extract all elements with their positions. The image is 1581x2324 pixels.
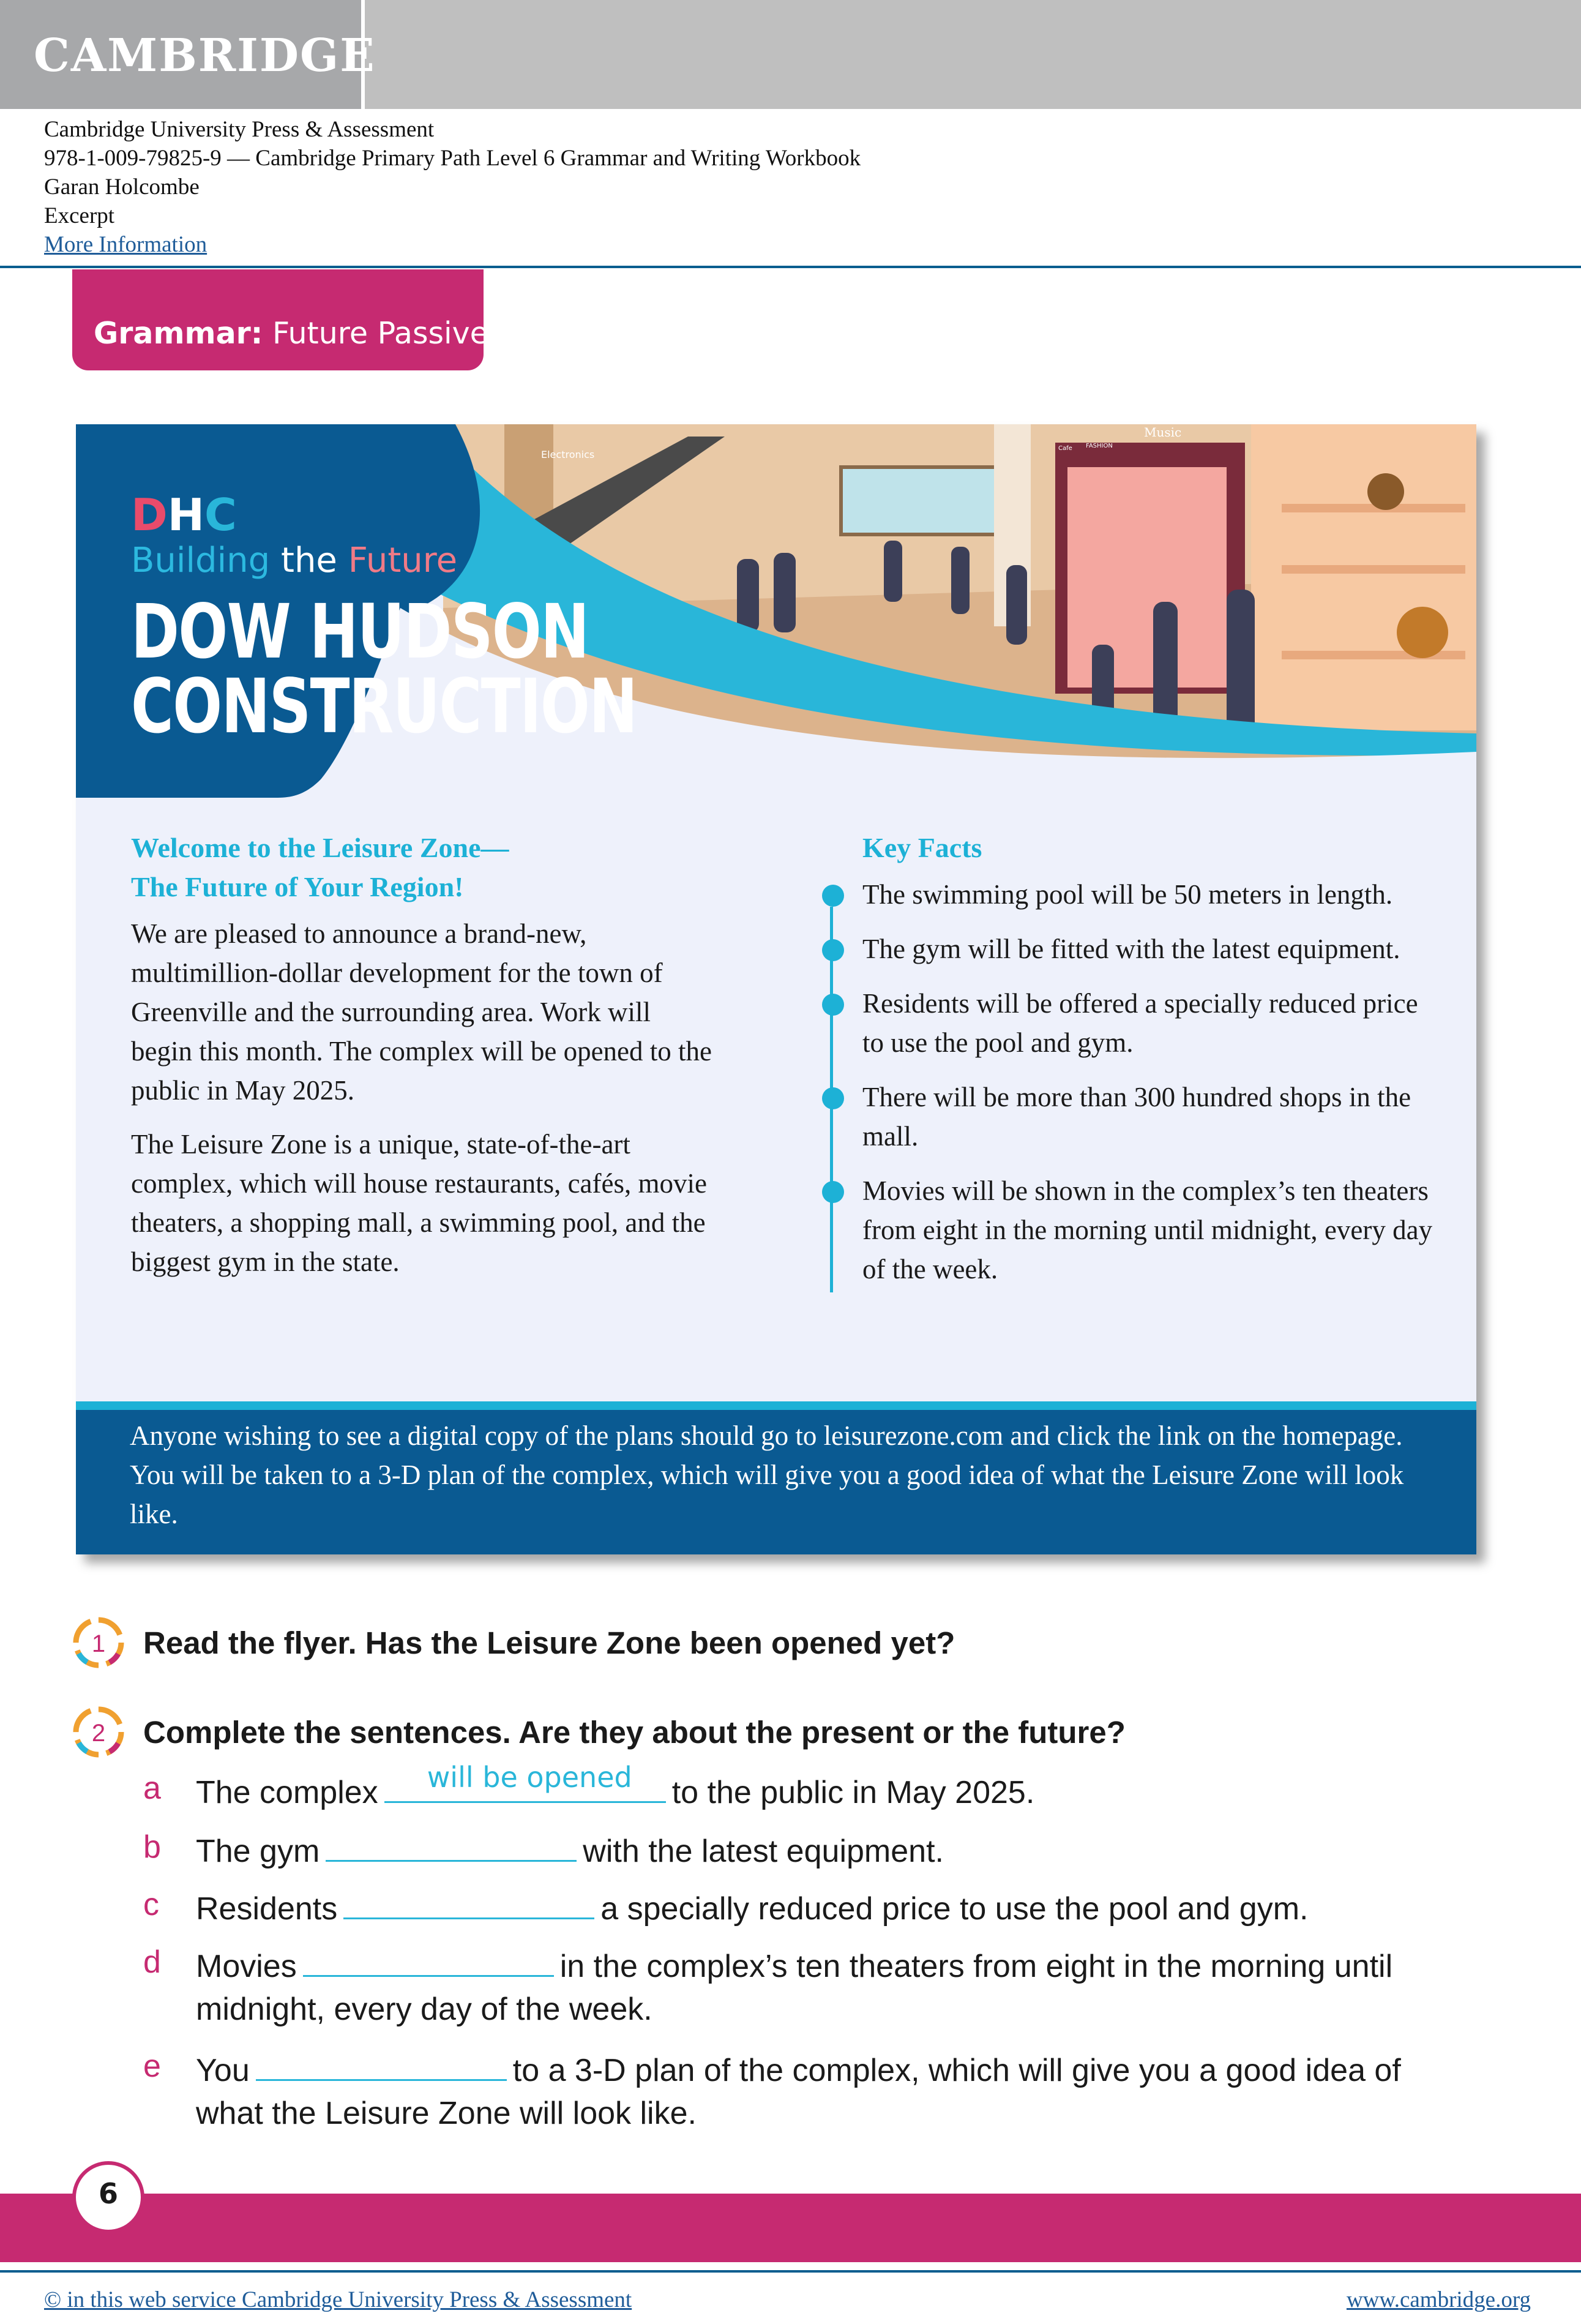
- item-text-before: The complex: [196, 1775, 378, 1810]
- music-sign: Music: [1144, 425, 1182, 440]
- question-2-number-badge: [72, 1706, 125, 1758]
- key-fact-text: Residents will be offered a specially reduced price to use the pool and gym.: [862, 988, 1418, 1058]
- welcome-paragraph-2: The Leisure Zone is a unique, state-of-the-art complex, which will house restaurants, cafés, movie theaters, a shopping mall, a swimming pool, and the biggest gym in the state.: [131, 1129, 707, 1277]
- item-sentence: [196, 1761, 1035, 1814]
- answer-blank[interactable]: [343, 1883, 594, 1919]
- bullet-dot-icon: [822, 1087, 844, 1109]
- brand-block: [131, 489, 779, 750]
- item-text-continued: what the Leisure Zone will look like.: [196, 2096, 697, 2131]
- key-fact-text: There will be more than 300 hundred shops in the mall.: [862, 1082, 1411, 1152]
- bullet-dot-icon: [822, 994, 844, 1016]
- bullet-dot-icon: [822, 939, 844, 961]
- item-text-after: with the latest equipment.: [583, 1834, 944, 1869]
- bullet-dot-icon: [822, 1181, 844, 1203]
- tagline: [131, 539, 779, 582]
- answer-blank[interactable]: [303, 1941, 554, 1977]
- item-text-before: Residents: [196, 1891, 338, 1927]
- welcome-paragraph-1: We are pleased to announce a brand-new, multimillion-dollar development for the town of Greenville and the surrounding area. Work will begin this month. The complex will be opened to the public in May 2025.: [131, 918, 712, 1106]
- key-facts-title: Key Facts: [862, 832, 982, 863]
- toy-store: [1251, 424, 1476, 730]
- excerpt-line: Excerpt: [44, 203, 115, 228]
- item-sentence: [196, 1826, 944, 1873]
- tagline-word-1: Building: [131, 541, 271, 580]
- music-store-window: [1067, 467, 1227, 688]
- item-text-after: to the public in May 2025.: [671, 1775, 1035, 1810]
- item-text-continued: midnight, every day of the week.: [196, 1992, 652, 2027]
- company-name-line2: CONSTRUCTION: [131, 663, 637, 750]
- item-sentence: [196, 2045, 1506, 2135]
- item-letter: c: [143, 1887, 159, 1922]
- question-1-number: 1: [91, 1630, 106, 1657]
- toy-lion: [1397, 607, 1448, 658]
- question-2-number: 2: [91, 1720, 106, 1747]
- question-1-text: Read the flyer. Has the Leisure Zone been opened yet?: [143, 1625, 955, 1660]
- welcome-column: [131, 828, 719, 1296]
- header-divider: [0, 266, 1581, 268]
- footer-divider: [0, 2270, 1581, 2273]
- cambridge-logo: CAMBRIDGE: [34, 29, 376, 82]
- tagline-word-2: the: [280, 541, 337, 580]
- company-name-line1: DOW HUDSON: [131, 588, 589, 675]
- item-text-before: The gym: [196, 1834, 320, 1869]
- item-text-before: Movies: [196, 1949, 297, 1984]
- welcome-title-line1: Welcome to the Leisure Zone—: [131, 832, 509, 863]
- flyer: [76, 424, 1476, 1554]
- grammar-tab-label: Grammar:: [94, 316, 263, 351]
- fashion-sign: FASHION: [1086, 443, 1113, 449]
- isbn-title-line: 978-1-009-79825-9 — Cambridge Primary Path Level 6 Grammar and Writing Workbook: [44, 146, 861, 171]
- dhc-letter-c: C: [204, 489, 237, 541]
- welcome-title-line2: The Future of Your Region!: [131, 871, 464, 902]
- website-link[interactable]: www.cambridge.org: [1346, 2287, 1531, 2312]
- item-text-after: to a 3-D plan of the complex, which will give you a good idea of: [512, 2053, 1401, 2088]
- dhc-letter-d: D: [131, 489, 168, 541]
- key-fact-item: [862, 929, 1444, 969]
- electronics-sign: Electronics: [541, 449, 595, 460]
- author-line: Garan Holcombe: [44, 174, 200, 200]
- bullet-dot-icon: [822, 885, 844, 907]
- item-letter: d: [143, 1944, 161, 1980]
- item-text-before: You: [196, 2053, 250, 2088]
- answer-blank[interactable]: [256, 2045, 507, 2081]
- plans-text: Anyone wishing to see a digital copy of the plans should go to leisurezone.com and click the link on the homepage. You will be taken to a 3-D plan of the complex, which will give you a good idea of what the Leisure Zone will look like.: [130, 1420, 1404, 1529]
- toy-owl: [1367, 473, 1404, 510]
- item-text-after: a specially reduced price to use the pool and gym.: [600, 1891, 1309, 1927]
- answer-text: will be opened: [427, 1761, 632, 1794]
- more-information-link-wrap: [44, 230, 207, 259]
- item-letter: e: [143, 2048, 161, 2084]
- key-fact-item: [862, 984, 1444, 1062]
- key-facts-column: [862, 828, 1444, 1304]
- item-sentence: [196, 1883, 1308, 1930]
- key-fact-text: Movies will be shown in the complex’s ten theaters from eight in the morning until midnight, every day of the week.: [862, 1175, 1433, 1284]
- more-information-link[interactable]: More Information: [44, 232, 207, 257]
- question-1-number-badge: [72, 1616, 125, 1669]
- cafe-sign: Cafe: [1058, 445, 1072, 452]
- copyright-link[interactable]: © in this web service Cambridge University Press & Assessment: [44, 2287, 632, 2312]
- toy-shelf: [1282, 565, 1465, 574]
- tagline-word-3: Future: [348, 541, 458, 580]
- key-fact-text: The gym will be fitted with the latest equipment.: [862, 934, 1400, 964]
- item-letter: b: [143, 1829, 161, 1865]
- item-letter: a: [143, 1771, 161, 1806]
- key-fact-item: [862, 875, 1444, 914]
- grammar-tab-topic: Future Passive: [272, 316, 488, 351]
- dhc-letter-h: H: [167, 489, 205, 541]
- question-2-text: Complete the sentences. Are they about the present or the future?: [143, 1715, 1126, 1750]
- dhc-logo: [131, 490, 779, 539]
- grammar-tab-title: [94, 316, 488, 351]
- key-fact-text: The swimming pool will be 50 meters in length.: [862, 879, 1393, 910]
- footer-band: [0, 2194, 1581, 2262]
- item-text-after: in the complex’s ten theaters from eight in the morning until: [559, 1949, 1393, 1984]
- answer-blank[interactable]: [384, 1761, 666, 1803]
- page-number: 6: [98, 2177, 118, 2210]
- item-sentence: [196, 1941, 1506, 2031]
- answer-blank[interactable]: [326, 1826, 577, 1862]
- key-fact-item: [862, 1171, 1444, 1289]
- key-fact-item: [862, 1078, 1444, 1156]
- publisher-line: Cambridge University Press & Assessment: [44, 117, 435, 142]
